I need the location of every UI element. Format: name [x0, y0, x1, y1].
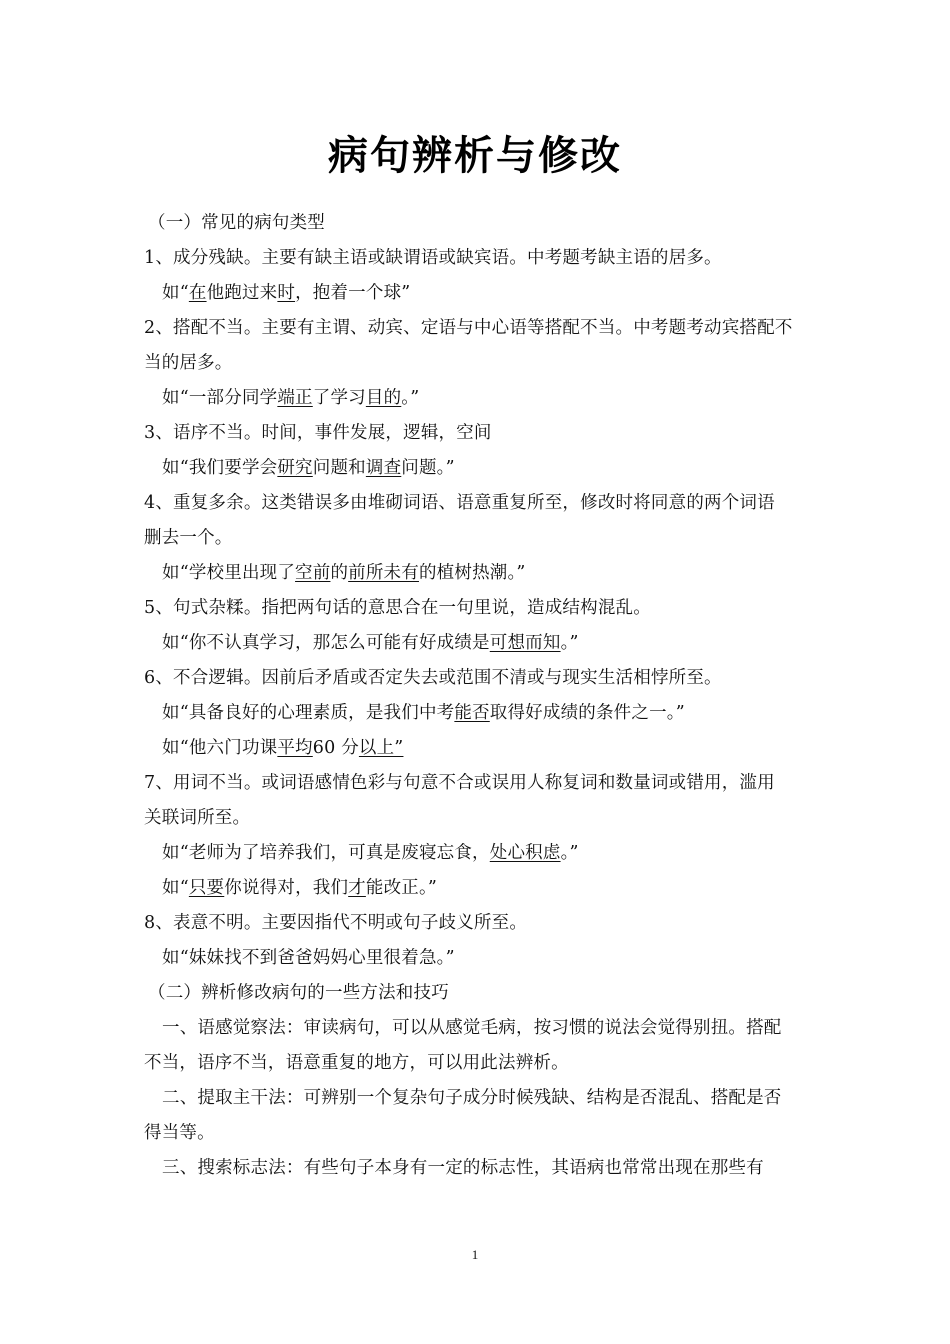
example-text: 能改正。”	[365, 878, 438, 898]
error-type-heading: 7、用词不当。或词语感情色彩与句意不合或误用人称复词和数量词或错用，滥用	[144, 773, 775, 793]
error-type-list	[144, 241, 810, 976]
example-text: 如“	[162, 283, 189, 303]
method-paragraph: 三、搜索标志法：有些句子本身有一定的标志性，其语病也常常出现在那些有	[162, 1158, 764, 1178]
example-sentence	[144, 276, 810, 311]
example-text: 了学习	[312, 388, 366, 408]
underlined-error-phrase: 平均	[277, 738, 313, 758]
underlined-error-phrase: 研究	[277, 458, 313, 478]
example-sentence	[144, 836, 810, 871]
method-paragraph: 二、提取主干法：可辨别一个复杂句子成分时候残缺、结构是否混乱、搭配是否	[162, 1088, 782, 1108]
example-text: 如“我们要学会	[162, 458, 278, 478]
error-type-heading-continued: 当的居多。	[144, 353, 233, 373]
section-heading: （二）辨析修改病句的一些方法和技巧	[148, 983, 449, 1003]
example-text: 取得好成绩的条件之一。”	[489, 703, 685, 723]
error-type-heading: 2、搭配不当。主要有主谓、动宾、定语与中心语等搭配不当。中考题考动宾搭配不	[144, 318, 793, 338]
underlined-error-phrase: 能否	[454, 703, 490, 723]
example-text: 如“你不认真学习，那怎么可能有好成绩是	[162, 633, 490, 653]
example-text: 如“学校里出现了	[162, 563, 296, 583]
example-sentence	[144, 381, 810, 416]
underlined-error-phrase: 可想而知	[489, 633, 561, 653]
example-text: 问题。”	[401, 458, 455, 478]
example-text: 如“妹妹找不到爸爸妈妈心里很着急。”	[162, 948, 455, 968]
error-type-heading-continued: 删去一个。	[144, 528, 233, 548]
example-text: 。”	[560, 633, 579, 653]
example-text: 。”	[560, 843, 579, 863]
error-type-heading: 8、表意不明。主要因指代不明或句子歧义所至。	[144, 913, 528, 933]
example-text: 60 分	[312, 738, 359, 758]
method-paragraph-continued: 不当，语序不当，语意重复的地方，可以用此法辨析。	[144, 1053, 569, 1073]
example-text: 问题和	[312, 458, 366, 478]
example-text: 如“老师为了培养我们，可真是废寝忘食，	[162, 843, 490, 863]
example-text: 你说得对，我们	[224, 878, 349, 898]
page-title: 病句辨析与修改	[328, 133, 622, 179]
example-sentence	[144, 871, 810, 906]
example-text: 如“具备良好的心理素质，是我们中考	[162, 703, 455, 723]
example-sentence	[144, 626, 810, 661]
underlined-error-phrase: 才	[348, 878, 366, 898]
method-list	[144, 1011, 810, 1186]
underlined-error-phrase: 端正	[277, 388, 313, 408]
underlined-error-phrase: 只要	[188, 878, 225, 898]
document-body	[144, 206, 810, 1186]
underlined-error-phrase: 时	[277, 283, 296, 303]
underlined-error-phrase: 处心积虑	[489, 843, 561, 863]
example-text: 的植树热潮。”	[418, 563, 526, 583]
example-text: ，抱着一个球”	[295, 283, 411, 303]
example-text: 的	[330, 563, 349, 583]
underlined-error-phrase: 以上”	[358, 738, 404, 758]
error-type-heading-continued: 关联词所至。	[144, 808, 251, 828]
error-type-heading: 3、语序不当。时间，事件发展，逻辑，空间	[144, 423, 492, 443]
error-type-heading: 6、不合逻辑。因前后矛盾或否定失去或范围不清或与现实生活相悖所至。	[144, 668, 722, 688]
example-text: 如“	[162, 878, 189, 898]
underlined-error-phrase: 调查	[365, 458, 402, 478]
example-text: 。”	[401, 388, 420, 408]
error-type-heading: 1、成分残缺。主要有缺主语或缺谓语或缺宾语。中考题考缺主语的居多。	[144, 248, 722, 268]
underlined-error-phrase: 目的	[365, 388, 402, 408]
example-sentence	[144, 941, 810, 976]
underlined-error-phrase: 在	[188, 283, 207, 303]
method-paragraph-continued: 得当等。	[144, 1123, 215, 1143]
underlined-error-phrase: 前所未有	[348, 563, 419, 583]
example-sentence	[144, 451, 810, 486]
section-heading: （一）常见的病句类型	[148, 213, 325, 233]
example-text: 如“他六门功课	[162, 738, 278, 758]
example-text: 他跑过来	[206, 283, 278, 303]
underlined-error-phrase: 空前	[295, 563, 331, 583]
error-type-heading: 4、重复多余。这类错误多由堆砌词语、语意重复所至，修改时将同意的两个词语	[144, 493, 775, 513]
example-sentence	[144, 731, 810, 766]
page-number: 1	[471, 1247, 479, 1262]
example-sentence	[144, 556, 810, 591]
method-paragraph: 一、语感觉察法：审读病句，可以从感觉毛病，按习惯的说法会觉得别扭。搭配	[162, 1018, 782, 1038]
example-text: 如“一部分同学	[162, 388, 278, 408]
error-type-heading: 5、句式杂糅。指把两句话的意思合在一句里说，造成结构混乱。	[144, 598, 651, 618]
example-sentence	[144, 696, 810, 731]
